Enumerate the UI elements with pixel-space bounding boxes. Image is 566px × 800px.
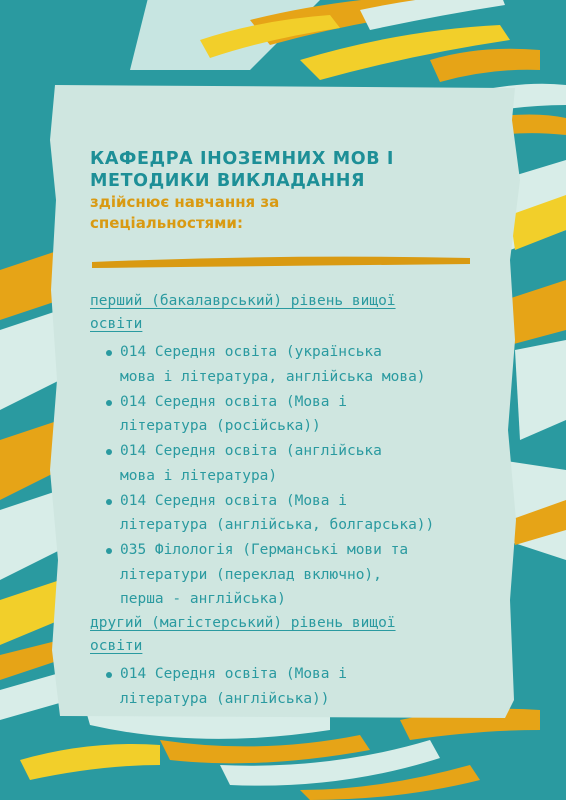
- bachelor-heading-line-2: освіти: [90, 316, 143, 332]
- content-panel: [90, 148, 510, 712]
- subtitle-line-1: здійснює навчання за: [90, 193, 280, 211]
- master-heading-line-2: освіти: [90, 638, 143, 654]
- title-line-2: МЕТОДИКИ ВИКЛАДАННЯ: [90, 171, 366, 191]
- section-master: [90, 612, 510, 711]
- department-title: [90, 148, 510, 192]
- master-programs-list: [90, 662, 510, 711]
- bachelor-programs-list: [90, 340, 510, 612]
- subtitle: [90, 192, 510, 234]
- master-level-link[interactable]: [90, 612, 510, 658]
- master-heading-line-1: другий (магістерський) рівень вищої: [90, 615, 396, 631]
- list-item: 014 Середня освіта (Мова і література (англійська)): [120, 662, 510, 711]
- title-line-1: КАФЕДРА ІНОЗЕМНИХ МОВ І: [90, 149, 394, 169]
- list-item: 014 Середня освіта (Мова і література (англійська, болгарська)): [120, 489, 510, 538]
- list-item: 014 Середня освіта (англійська мова і література): [120, 439, 510, 488]
- list-item: 035 Філологія (Германські мови та літератури (переклад включно), перша - англійська): [120, 538, 510, 612]
- subtitle-line-2: спеціальностями:: [90, 214, 243, 232]
- section-bachelor: [90, 290, 510, 612]
- list-item: 014 Середня освіта (українська мова і література, англійська мова): [120, 340, 510, 389]
- bachelor-heading-line-1: перший (бакалаврський) рівень вищої: [90, 293, 396, 309]
- list-item: 014 Середня освіта (Мова і література (російська)): [120, 390, 510, 439]
- bachelor-level-link[interactable]: [90, 290, 510, 336]
